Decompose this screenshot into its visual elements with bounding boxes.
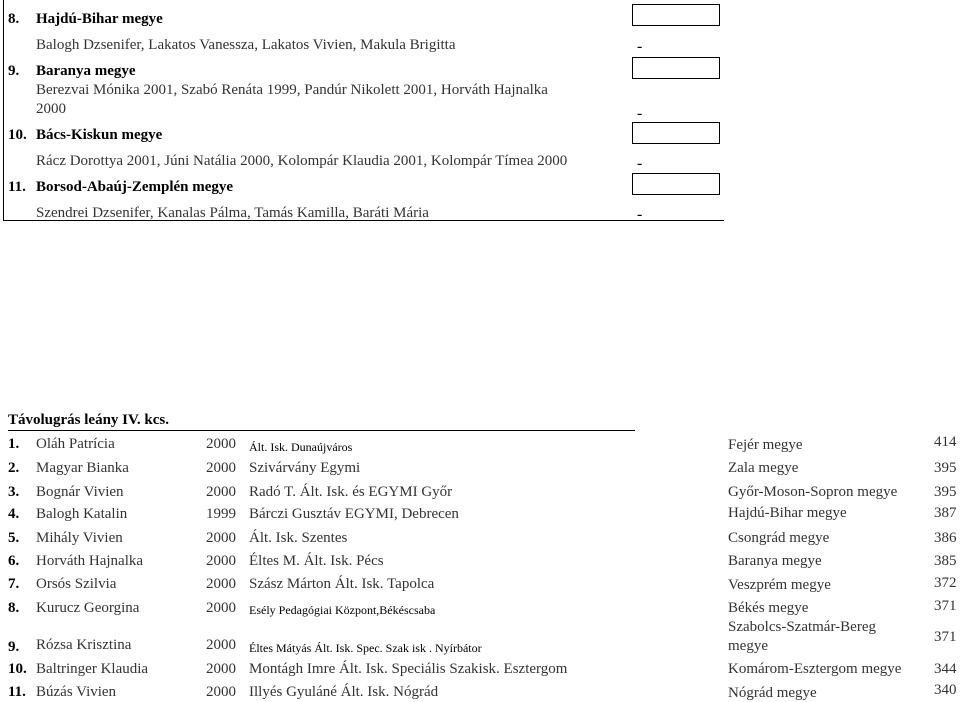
team-members: Berezvai Mónika 2001, Szabó Renáta 1999, Pandúr Nikolett 2001, Horváth Hajnalka (36, 82, 548, 98)
team-members: Rácz Dorottya 2001, Júni Natália 2000, Kolompár Klaudia 2001, Kolompár Tímea 2000 (36, 153, 568, 169)
birth-year: 2000 (206, 576, 236, 592)
county-name: Komárom-Esztergom megye (728, 661, 902, 677)
team-score-box (632, 122, 720, 144)
school-name: Esély Pedagógiai Központ,Békéscsaba (249, 603, 436, 617)
result-rank: 1. (8, 436, 20, 452)
team-number: 9. (8, 63, 20, 79)
team-score: - (637, 38, 643, 55)
athlete-name: Magyar Bianka (36, 460, 129, 476)
athlete-name: Horváth Hajnalka (36, 553, 144, 569)
results-heading: Távolugrás leány IV. kcs. (8, 412, 170, 428)
birth-year: 2000 (206, 661, 236, 677)
school-name: Ált. Isk. Szentes (249, 530, 348, 546)
result-value: 340 (934, 682, 957, 698)
team-score-box (632, 4, 720, 26)
athlete-name: Orsós Szilvia (36, 576, 117, 592)
county-name: megye (728, 638, 768, 654)
team-members: 2000 (36, 101, 66, 117)
birth-year: 2000 (206, 484, 236, 500)
team-members: Szendrei Dzsenifer, Kanalas Pálma, Tamás Kamilla, Baráti Mária (36, 205, 429, 221)
birth-year: 2000 (206, 600, 236, 616)
athlete-name: Balogh Katalin (36, 506, 128, 522)
athlete-name: Rózsa Krisztina (36, 637, 132, 653)
county-name: Hajdú-Bihar megye (728, 505, 847, 521)
county-name: Veszprém megye (728, 577, 831, 593)
team-score: - (637, 105, 643, 122)
team-score-box (632, 173, 720, 195)
result-rank: 5. (8, 530, 20, 546)
school-name: Szász Márton Ált. Isk. Tapolca (249, 576, 435, 592)
school-name: Éltes M. Ált. Isk. Pécs (249, 553, 384, 569)
school-name: Bárczi Gusztáv EGYMI, Debrecen (249, 506, 459, 522)
athlete-name: Búzás Vivien (36, 684, 117, 700)
result-value: 372 (934, 575, 957, 591)
athlete-name: Mihály Vivien (36, 530, 123, 546)
athlete-name: Oláh Patrícia (36, 436, 115, 452)
result-value: 414 (934, 434, 957, 450)
result-rank: 9. (8, 639, 20, 655)
result-value: 387 (934, 505, 957, 521)
result-rank: 7. (8, 576, 20, 592)
result-value: 344 (934, 661, 957, 677)
heading-underline (8, 430, 635, 431)
county-name: Szabolcs-Szatmár-Bereg (728, 619, 876, 635)
birth-year: 2000 (206, 684, 236, 700)
team-members: Balogh Dzsenifer, Lakatos Vanessza, Lakatos Vivien, Makula Brigitta (36, 37, 456, 53)
school-name: Illyés Gyuláné Ált. Isk. Nógrád (249, 684, 439, 700)
birth-year: 2000 (206, 637, 236, 653)
result-value: 385 (934, 553, 957, 569)
county-name: Békés megye (728, 600, 809, 616)
team-number: 10. (8, 127, 27, 143)
birth-year: 2000 (206, 553, 236, 569)
team-number: 11. (8, 179, 26, 195)
county-name: Csongrád megye (728, 530, 830, 546)
result-value: 395 (934, 460, 957, 476)
school-name: Éltes Mátyás Ált. Isk. Spec. Szak isk . Nyírbátor (249, 641, 482, 655)
result-rank: 8. (8, 600, 20, 616)
result-rank: 6. (8, 553, 20, 569)
team-number: 8. (8, 11, 20, 27)
county-name: Fejér megye (728, 437, 803, 453)
result-value: 371 (934, 598, 957, 614)
result-rank: 2. (8, 460, 20, 476)
birth-year: 2000 (206, 460, 236, 476)
birth-year: 2000 (206, 530, 236, 546)
school-name: Szivárvány Egymi (249, 460, 361, 476)
result-value: 386 (934, 530, 957, 546)
result-rank: 4. (8, 506, 20, 522)
result-rank: 3. (8, 484, 20, 500)
team-county: Borsod-Abaúj-Zemplén megye (36, 179, 234, 195)
result-value: 371 (934, 629, 957, 645)
athlete-name: Kurucz Georgina (36, 600, 140, 616)
school-name: Radó T. Ált. Isk. és EGYMI Győr (249, 484, 453, 500)
county-name: Baranya megye (728, 553, 822, 569)
team-score-box (632, 57, 720, 79)
county-name: Nógrád megye (728, 685, 817, 701)
team-score: - (637, 206, 643, 223)
result-value: 395 (934, 484, 957, 500)
birth-year: 1999 (206, 506, 236, 522)
team-county: Baranya megye (36, 63, 136, 79)
athlete-name: Bognár Vivien (36, 484, 124, 500)
county-name: Győr-Moson-Sopron megye (728, 484, 898, 500)
result-rank: 11. (8, 684, 26, 700)
team-score: - (637, 155, 643, 172)
county-name: Zala megye (728, 460, 799, 476)
school-name: Ált. Isk. Dunaújváros (249, 440, 353, 454)
team-county: Hajdú-Bihar megye (36, 11, 163, 27)
result-rank: 10. (8, 661, 27, 677)
birth-year: 2000 (206, 436, 236, 452)
team-county: Bács-Kiskun megye (36, 127, 163, 143)
school-name: Montágh Imre Ált. Isk. Speciális Szakisk. Esztergom (249, 661, 568, 677)
athlete-name: Baltringer Klaudia (36, 661, 149, 677)
